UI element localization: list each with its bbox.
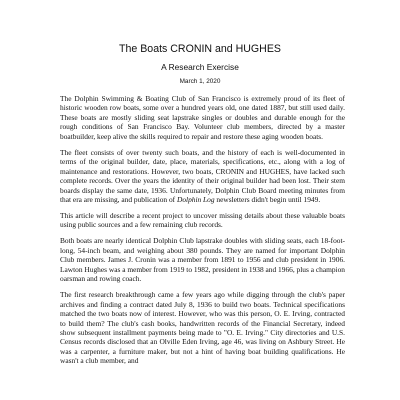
paragraph-5: The first research breakthrough came a few years ago while digging through the club's paper archives and finding a contract dated July 8, 1936 to build two boats. Technical specifications matched the two boats now of interest. However, who was this person, O. E. Irving, contracted to build them? The club's cash books, handwritten records of the Financial Secretary, indeed show subsequent installment payments being made to "O. E. Irving." City directories and U.S. Census records disclosed that an Olville Eden Irving, age 46, was living on Ashbury Street. He was a carpenter, a furniture maker, but not a hint of having boat building qualifications. He wasn't a club member, and [60,290,345,366]
paragraph-4: Both boats are nearly identical Dolphin Club lapstrake doubles with sliding seats, each 18-foot-long, 54-inch beam, and weighing about 380 pounds. They are named for important Dolphin Club members. James J. Cronin was a member from 1891 to 1956 and club president in 1906. Lawton Hughes was a member from 1919 to 1982, president in 1938 and 1966, plus a champion oarsman and rowing coach. [60,236,345,284]
document-body [60,94,345,372]
newsletter-title: Dolphin Log [176,195,215,205]
paragraph-3: This article will describe a recent project to uncover missing details about these valuable boats using public sources and a few remaining club records. [60,210,345,230]
paragraph-2-text-end: newsletters didn't begin until 1949. [214,195,321,205]
paragraph-2 [60,148,345,205]
document-date: March 1, 2020 [179,78,221,85]
document-title: The Boats CRONIN and HUGHES [119,43,281,55]
document-subtitle: A Research Exercise [161,62,239,72]
paragraph-1: The Dolphin Swimming & Boating Club of San Francisco is extremely proud of its fleet of historic wooden row boats, some over a hundred years old, one dated 1887, but still used daily. These boats are mostly sliding seat lapstrake singles or doubles and durable enough for the rough conditions of San Francisco Bay. Volunteer club members, directed by a master boatbuilder, keep alive the skills required to repair and restore these aging wooden boats. [60,94,345,141]
paragraph-2-text-start: The fleet consists of over twenty such boats, and the history of each is well-documented in terms of the original builder, date, place, materials, specifications, etc., along with a log of maintenance and restorations. However, two boats, CRONIN and HUGHES, have lacked such complete records. Over the years the identity of their original builder had been lost. Their stem boards display the same date, 1936. Unfortunately, Dolphin Club Board meeting minutes from that era are missing, and publication of [60,147,345,205]
